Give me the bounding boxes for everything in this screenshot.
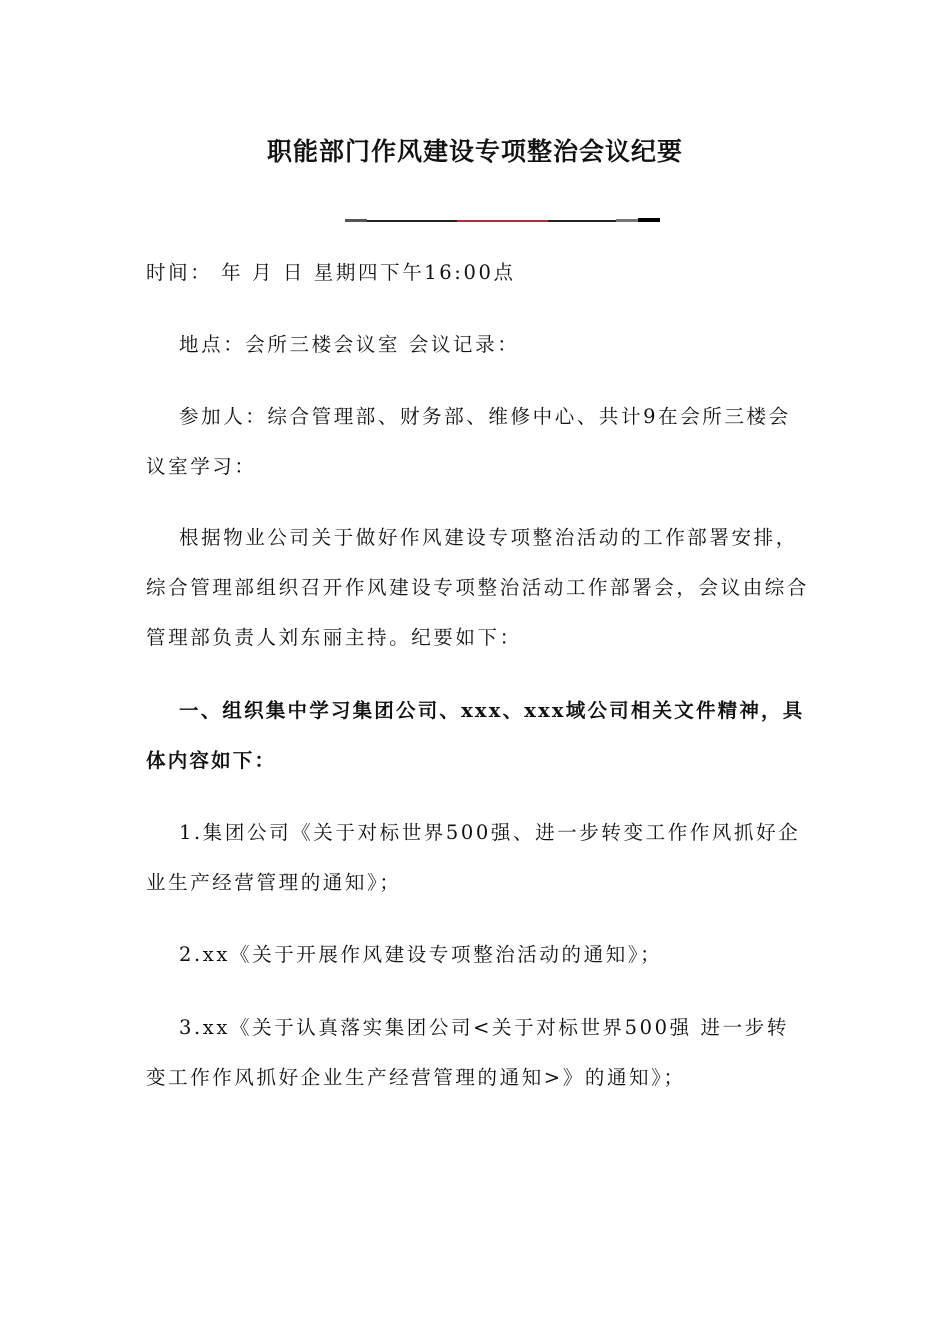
header-rule-segment-red [457, 220, 548, 222]
header-rule-segment [548, 220, 616, 222]
section-one-heading: 一、组织集中学习集团公司、xxx、xxx域公司相关文件精神，具体内容如下： [146, 699, 805, 772]
meeting-attendees: 参加人：综合管理部、财务部、维修中心、共计9在会所三楼会议室学习： [146, 405, 791, 478]
list-item: 2.xx《关于开展作风建设专项整治活动的通知》； [179, 943, 663, 966]
header-rule-segment [345, 219, 367, 222]
header-rule-segment [638, 218, 660, 222]
intro-paragraph: 根据物业公司关于做好作风建设专项整治活动的工作部署安排，综合管理部组织召开作风建设专项整治活动工作部署会，会议由综合管理部负责人刘东丽主持。纪要如下： [146, 526, 810, 649]
header-rule-segment [616, 219, 638, 222]
list-item: 1.集团公司《关于对标世界500强、进一步转变工作作风抓好企业生产经营管理的通知》； [146, 821, 801, 894]
header-rule-segment [367, 220, 457, 222]
meeting-place: 地点：会所三楼会议室 会议记录： [179, 333, 520, 356]
meeting-time: 时间： 年 月 日 星期四下午16:00点 [146, 261, 516, 284]
list-item: 3.xx《关于认真落实集团公司<关于对标世界500强 进一步转变工作作风抓好企业生产经营管理的通知>》的通知》； [146, 1016, 789, 1089]
document-title: 职能部门作风建设专项整治会议纪要 [266, 137, 683, 166]
